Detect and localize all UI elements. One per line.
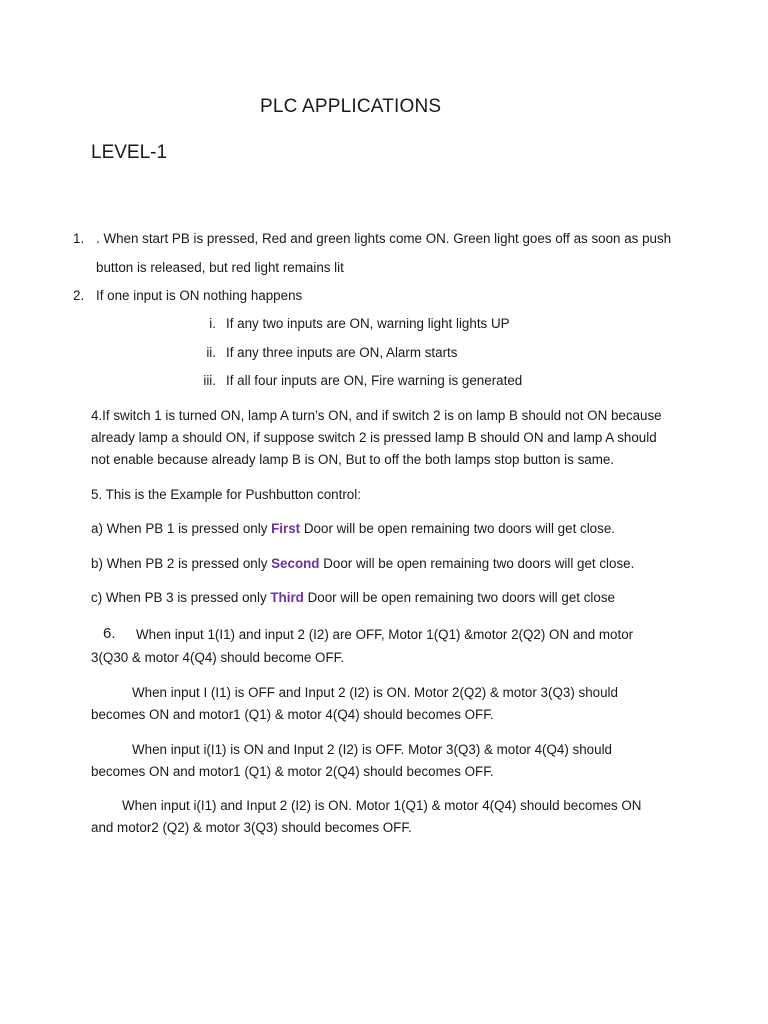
item5-intro: 5. This is the Example for Pushbutton control: <box>91 487 361 502</box>
item5-a-pre: a) When PB 1 is pressed only <box>91 521 272 536</box>
item5-c-pre: c) When PB 3 is pressed only <box>91 590 271 605</box>
item5-b <box>91 553 634 575</box>
item6-number: 6. <box>103 625 116 642</box>
level-heading: LEVEL-1 <box>91 142 168 163</box>
item4-line3: not enable because already lamp B is ON, But to off the both lamps stop button is same. <box>91 452 615 467</box>
item6-p4-line2: and motor2 (Q2) & motor 3(Q3) should becomes OFF. <box>91 820 412 835</box>
item2-text: If one input is ON nothing happens <box>96 288 303 303</box>
item6-p3-line1: When input i(I1) is ON and Input 2 (I2) is OFF. Motor 3(Q3) & motor 4(Q4) should <box>132 742 613 757</box>
item5-c <box>91 587 615 609</box>
item1-line1: . When start PB is pressed, Red and green lights come ON. Green light goes off as soon as push <box>96 231 672 246</box>
item5-b-post: Door will be open remaining two doors will get close. <box>319 556 635 571</box>
item1-line2: button is released, but red light remains lit <box>96 260 344 275</box>
item5-b-highlight: Second <box>271 556 320 571</box>
item2-sub3-text: If all four inputs are ON, Fire warning is generated <box>226 373 523 388</box>
document-title: PLC APPLICATIONS <box>260 96 442 117</box>
item6-p2-line1: When input I (I1) is OFF and Input 2 (I2) is ON. Motor 2(Q2) & motor 3(Q3) should <box>132 685 618 700</box>
item5-c-highlight: Third <box>270 590 304 605</box>
item6-p3-line2: becomes ON and motor1 (Q1) & motor 2(Q4) should becomes OFF. <box>91 764 494 779</box>
item2-number: 2. <box>73 288 85 303</box>
item2-sub2-number: ii. <box>206 345 216 360</box>
item2-sub1-text: If any two inputs are ON, warning light lights UP <box>226 316 510 331</box>
item4-line2: already lamp a should ON, if suppose switch 2 is pressed lamp B should ON and lamp A should <box>91 430 657 445</box>
item5-a-post: Door will be open remaining two doors will get close. <box>300 521 615 536</box>
item5-a <box>91 518 615 540</box>
item2-sub3-number: iii. <box>203 373 216 388</box>
item5-c-post: Door will be open remaining two doors will get close <box>303 590 615 605</box>
item5-a-highlight: First <box>271 521 301 536</box>
item6-p1-line1: When input 1(I1) and input 2 (I2) are OFF, Motor 1(Q1) &motor 2(Q2) ON and motor <box>136 627 634 642</box>
item4-line1: 4.If switch 1 is turned ON, lamp A turn’s ON, and if switch 2 is on lamp B should not ON because <box>91 408 662 423</box>
item6-p4-line1: When input i(I1) and Input 2 (I2) is ON. Motor 1(Q1) & motor 4(Q4) should becomes ON <box>122 798 642 813</box>
item2-sub1-number: i. <box>209 316 216 331</box>
item6-p2-line2: becomes ON and motor1 (Q1) & motor 4(Q4) should becomes OFF. <box>91 707 494 722</box>
item5-b-pre: b) When PB 2 is pressed only <box>91 556 272 571</box>
item2-sub2-text: If any three inputs are ON, Alarm starts <box>226 345 458 360</box>
item6-p1-line2: 3(Q30 & motor 4(Q4) should become OFF. <box>91 650 345 665</box>
item1-number: 1. <box>73 231 85 246</box>
